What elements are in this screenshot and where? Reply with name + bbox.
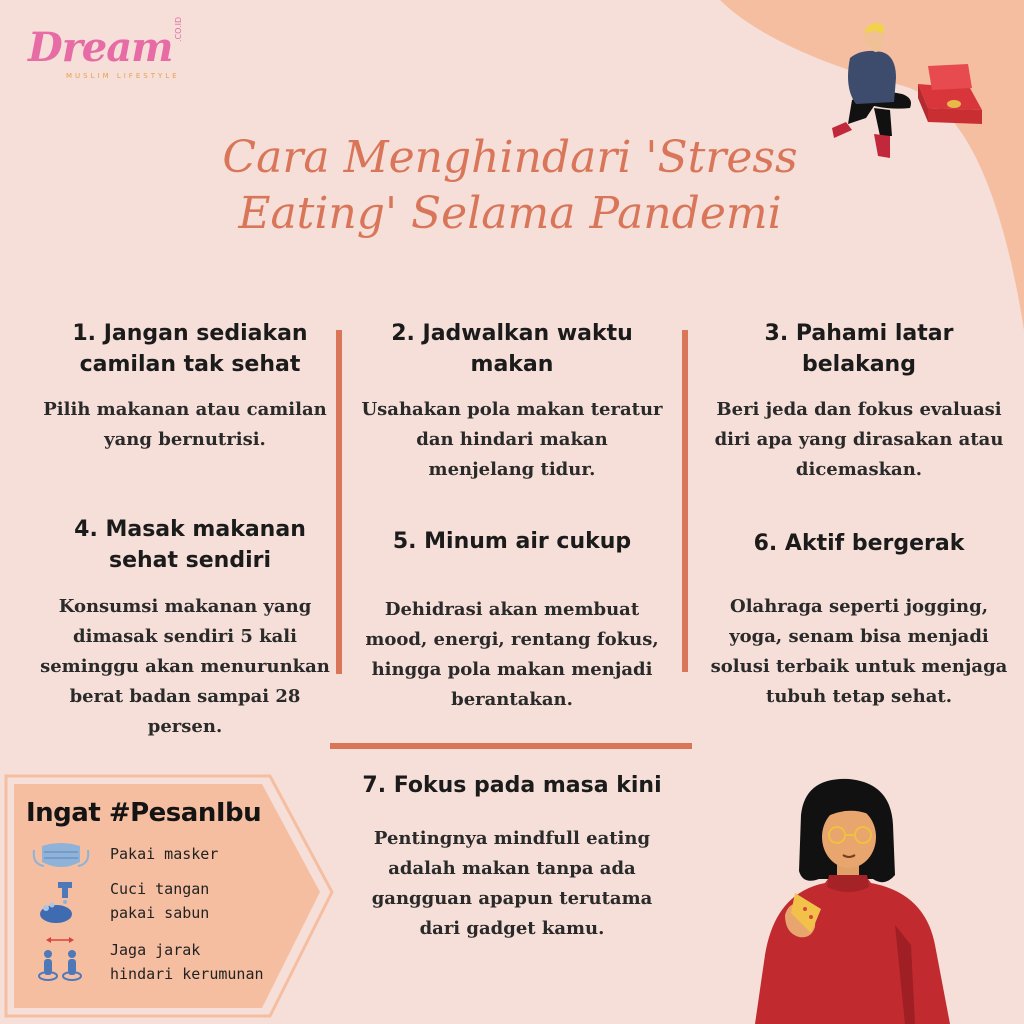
tip-2-body: Usahakan pola makan teratur dan hindari makan menjelang tidur. <box>361 399 663 480</box>
tip-2-heading: 2. Jadwalkan waktu makan <box>391 321 633 377</box>
tip-1-heading: 1. Jangan sediakan camilan tak sehat <box>72 321 308 377</box>
tip-3-heading: 3. Pahami latar belakang <box>764 321 954 377</box>
tip-5-body: Dehidrasi akan membuat mood, energi, rentang fokus, hingga pola makan menjadi berantakan. <box>365 599 659 710</box>
title-line-1: Cara Menghindari 'Stress <box>222 132 798 183</box>
tip-6-body: Olahraga seperti jogging, yoga, senam bisa menjadi solusi terbaik untuk menjaga tubuh tetap sehat. <box>710 596 1008 707</box>
tip-7-body: Pentingnya mindfull eating adalah makan tanpa ada gangguan apapun terutama dari gadget kamu. <box>371 828 653 939</box>
tip-5-heading: 5. Minum air cukup <box>392 529 632 554</box>
reminder-title: Ingat #PesanIbu <box>26 798 262 828</box>
title-line-2: Eating' Selama Pandemi <box>238 188 782 239</box>
reminder-item-handwash: Cuci tangan pakai sabun <box>110 880 210 922</box>
column-divider-right <box>682 330 688 672</box>
tip-6-heading: 6. Aktif bergerak <box>753 531 965 556</box>
brand-logo[interactable] <box>28 16 188 88</box>
row-divider <box>330 743 692 749</box>
logo-tagline: MUSLIM LIFESTYLE <box>66 72 180 80</box>
tip-1-body: Pilih makanan atau camilan yang bernutrisi. <box>43 399 327 450</box>
page-title <box>160 130 860 242</box>
tip-4-body: Konsumsi makanan yang dimasak sendiri 5 kali seminggu akan menurunkan berat badan sampai 28 persen. <box>40 596 330 737</box>
woman-eating-illustration <box>745 775 950 1024</box>
tip-7-heading: 7. Fokus pada masa kini <box>362 773 662 798</box>
tip-4-heading: 4. Masak makanan sehat sendiri <box>74 517 306 573</box>
handwash-icon <box>36 880 82 926</box>
tip-3-body: Beri jeda dan fokus evaluasi diri apa yang dirasakan atau dicemaskan. <box>714 399 1004 480</box>
reminder-item-distance: Jaga jarak hindari kerumunan <box>110 941 264 983</box>
mask-icon <box>30 840 92 872</box>
reminder-item-mask: Pakai masker <box>110 845 219 863</box>
logo-suffix: .CO.ID <box>174 16 183 42</box>
distance-icon <box>36 934 84 984</box>
logo-wordmark: Dream <box>28 24 173 71</box>
